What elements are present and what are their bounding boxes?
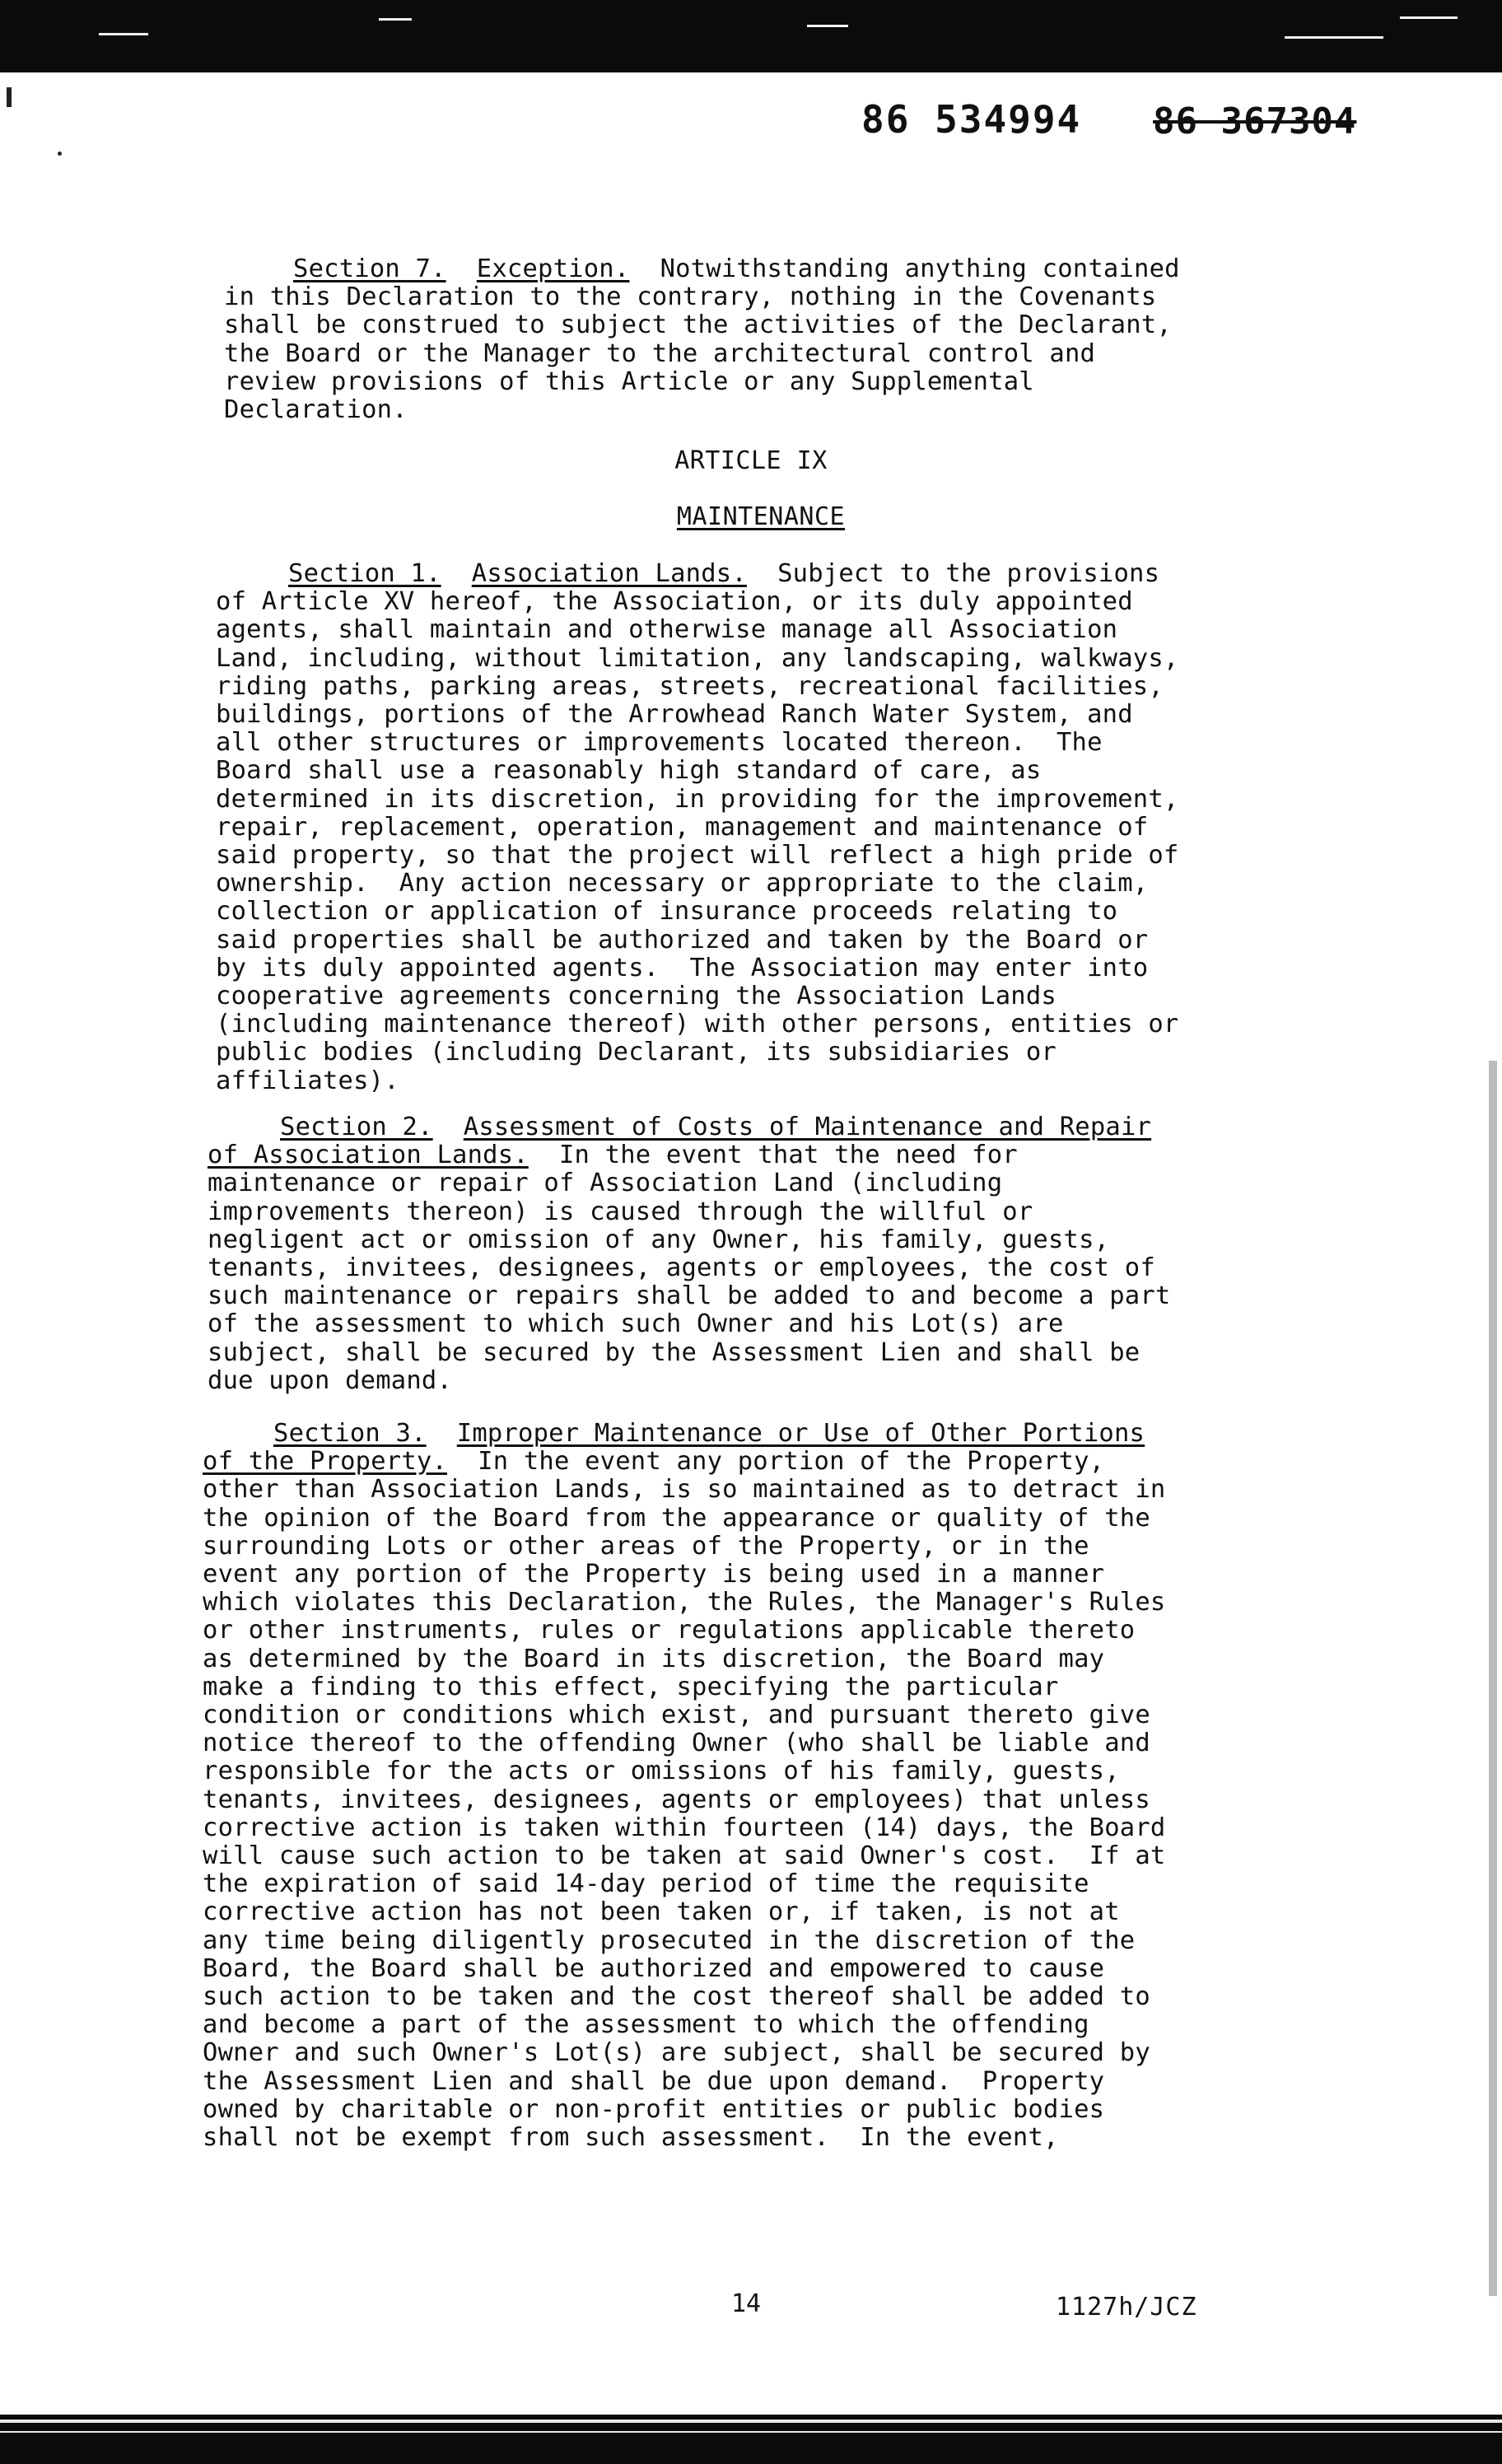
section-2-line: subject, shall be secured by the Assessment Lien and shall be — [208, 1337, 1140, 1367]
section-7-line: shall be construed to subject the activities of the Declarant, — [224, 310, 1172, 340]
article-title: MAINTENANCE — [676, 502, 846, 531]
section-2-title-part1: Assessment of Costs of Maintenance and Repair — [463, 1113, 1152, 1141]
section-1-title: Association Lands. — [471, 559, 747, 588]
scan-mark — [7, 87, 12, 107]
section-1-line: Land, including, without limitation, any landscaping, walkways, — [216, 643, 1179, 673]
scan-bottom-border — [0, 2415, 1502, 2464]
section-3-line: tenants, invitees, designees, agents or employees) that unless — [203, 1785, 1150, 1814]
scan-line — [0, 2431, 1502, 2433]
section-3-line: condition or conditions which exist, and pursuant thereto give — [203, 1701, 1150, 1730]
section-1-line: (including maintenance thereof) with other persons, entities or — [216, 1010, 1179, 1039]
section-1 — [216, 560, 1178, 1095]
section-2-title-part2: of Association Lands. — [208, 1141, 529, 1170]
section-1-line: of Article XV hereof, the Association, or its duly appointed — [216, 587, 1133, 617]
section-3-line: corrective action is taken within fourteen (14) days, the Board — [203, 1813, 1166, 1842]
section-1-line: public bodies (including Declarant, its subsidiaries or — [216, 1038, 1057, 1067]
section-3-line: Board, the Board shall be authorized and empowered to cause — [203, 1953, 1105, 1983]
section-3-line: make a finding to this effect, specifying the particular — [203, 1672, 1059, 1701]
section-3-line: the expiration of said 14-day period of time the requisite — [203, 1869, 1089, 1899]
section-1-line: collection or application of insurance proceeds relating to — [216, 897, 1118, 926]
section-3-line: shall not be exempt from such assessment. In the event, — [203, 2123, 1059, 2153]
section-1-text-first: Subject to the provisions — [777, 559, 1160, 588]
section-3-line: and become a part of the assessment to which the offending — [203, 2010, 1089, 2040]
section-1-label: Section 1. — [288, 559, 441, 588]
section-2 — [208, 1113, 1170, 1395]
page-number: 14 — [731, 2289, 762, 2318]
section-7-line: the Board or the Manager to the architectural control and — [224, 338, 1096, 368]
section-3-line: or other instruments, rules or regulations applicable thereto — [203, 1616, 1136, 1645]
section-3-line: as determined by the Board in its discretion, the Board may — [203, 1644, 1105, 1673]
section-3-line: which violates this Declaration, the Rules, the Manager's Rules — [203, 1588, 1166, 1617]
section-3-line: will cause such action to be taken at said Owner's cost. If at — [203, 1841, 1166, 1871]
section-3-line: notice thereof to the offending Owner (who shall be liable and — [203, 1729, 1150, 1758]
section-1-line: repair, replacement, operation, management and maintenance of — [216, 812, 1149, 842]
section-3-line: the opinion of the Board from the appearance or quality of the — [203, 1503, 1150, 1533]
scan-speck — [99, 33, 148, 35]
section-2-line: such maintenance or repairs shall be added to and become a part — [208, 1281, 1171, 1311]
section-3 — [203, 1420, 1165, 2152]
struck-document-number: 86 367304 — [1153, 100, 1357, 142]
section-2-line: negligent act or omission of any Owner, his family, guests, — [208, 1225, 1110, 1254]
section-3-line: Owner and such Owner's Lot(s) are subject, shall be secured by — [203, 2038, 1150, 2068]
scan-speck — [1285, 36, 1383, 39]
section-3-line: corrective action has not been taken or, if taken, is not at — [203, 1897, 1120, 1927]
section-7-line: review provisions of this Article or any Supplemental — [224, 366, 1034, 396]
section-1-line: cooperative agreements concerning the Association Lands — [216, 982, 1057, 1011]
section-3-title-part2: of the Property. — [203, 1447, 448, 1477]
section-3-line: event any portion of the Property is being used in a manner — [203, 1560, 1105, 1589]
section-2-line: maintenance or repair of Association Land (including — [208, 1169, 1003, 1198]
section-3-label: Section 3. — [273, 1419, 427, 1448]
section-7-line: Declaration. — [224, 395, 408, 425]
section-1-line: said property, so that the project will reflect a high pride of — [216, 841, 1179, 870]
document-number: 86 534994 — [861, 97, 1082, 142]
section-3-line: such action to be taken and the cost thereof shall be added to — [203, 1982, 1150, 2012]
section-1-line: ownership. Any action necessary or appropriate to the claim, — [216, 869, 1149, 898]
section-2-line: due upon demand. — [208, 1365, 453, 1395]
section-3-line: the Assessment Lien and shall be due upon demand. Property — [203, 2066, 1105, 2096]
document-code: 1127h/JCZ — [1056, 2293, 1197, 2322]
section-7-line: in this Declaration to the contrary, nothing in the Covenants — [224, 282, 1157, 312]
scan-mark — [58, 152, 62, 156]
scan-speck — [807, 25, 848, 27]
section-3-title-part1: Improper Maintenance or Use of Other Portions — [456, 1419, 1145, 1448]
scan-speck — [1400, 16, 1458, 19]
section-1-line: said properties shall be authorized and taken by the Board or — [216, 925, 1149, 954]
article-number: ARTICLE IX — [674, 446, 828, 475]
section-7-title: Exception. — [476, 254, 630, 283]
section-1-line: agents, shall maintain and otherwise manage all Association — [216, 615, 1118, 645]
section-1-line: all other structures or improvements located thereon. The — [216, 728, 1103, 758]
section-3-line: surrounding Lots or other areas of the Property, or in the — [203, 1531, 1089, 1561]
section-7-label: Section 7. — [293, 254, 446, 283]
scan-edge-shadow — [1489, 1061, 1497, 2296]
scan-line — [0, 2420, 1502, 2423]
section-1-line: affiliates). — [216, 1066, 399, 1095]
section-1-line: buildings, portions of the Arrowhead Ranch Water System, and — [216, 700, 1133, 730]
section-2-text-first: In the event that the need for — [558, 1141, 1018, 1170]
section-1-line: riding paths, parking areas, streets, recreational facilities, — [216, 671, 1164, 701]
section-3-text-first: In the event any portion of the Property, — [478, 1447, 1105, 1477]
section-2-line: improvements thereon) is caused through the willful or — [208, 1197, 1033, 1226]
section-2-label: Section 2. — [280, 1113, 433, 1141]
scan-speck — [379, 18, 412, 21]
section-2-line: of the assessment to which such Owner and his Lot(s) are — [208, 1309, 1064, 1339]
section-7-text-first: Notwithstanding anything contained — [660, 254, 1180, 283]
section-2-line: tenants, invitees, designees, agents or employees, the cost of — [208, 1253, 1155, 1283]
section-7 — [224, 255, 1180, 424]
section-3-line: owned by charitable or non-profit entities or public bodies — [203, 2094, 1105, 2124]
section-3-line: other than Association Lands, is so maintained as to detract in — [203, 1475, 1166, 1505]
section-1-line: by its duly appointed agents. The Association may enter into — [216, 953, 1149, 982]
section-3-line: responsible for the acts or omissions of his family, guests, — [203, 1757, 1120, 1786]
section-3-line: any time being diligently prosecuted in the discretion of the — [203, 1925, 1136, 1955]
scan-top-border — [0, 0, 1502, 72]
section-1-line: determined in its discretion, in providing for the improvement, — [216, 784, 1179, 814]
section-1-line: Board shall use a reasonably high standard of care, as — [216, 756, 1042, 786]
